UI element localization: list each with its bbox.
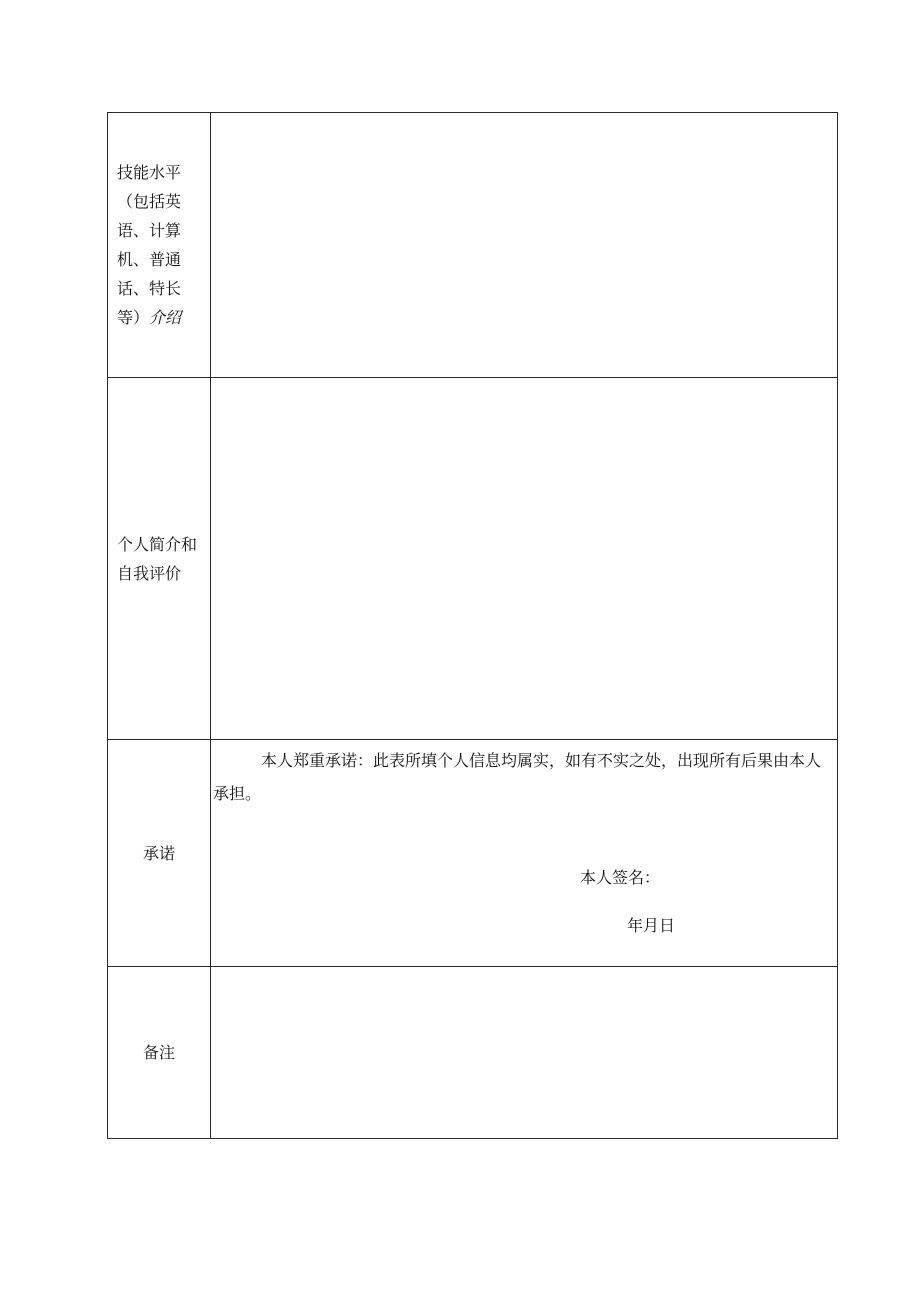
skills-label [117,158,201,332]
skills-label-cell [108,113,211,378]
signature-label: 本人签名： [580,868,661,887]
remarks-label-cell [108,967,211,1139]
remarks-input-cell[interactable] [211,967,838,1139]
profile-input-cell[interactable] [211,378,838,740]
skills-label-italic: 介绍 [149,308,182,327]
remarks-row [108,967,838,1139]
promise-statement: 本人郑重承诺：此表所填个人信息均属实，如有不实之处，出现所有后果由本人承担。 [213,751,822,803]
profile-label-cell [108,378,211,740]
promise-row [108,740,838,967]
profile-label: 个人简介和自我评价 [117,534,198,583]
promise-content-cell [211,740,838,967]
profile-row [108,378,838,740]
promise-label: 承诺 [142,843,175,863]
application-form-table [107,112,838,1139]
skills-row [108,113,838,378]
skills-label-main: 技能水平（包括英语、计算机、普通话、特长等） [117,163,182,327]
skills-input-cell[interactable] [211,113,838,378]
remarks-label: 备注 [142,1043,175,1062]
date-label: 年月日 [627,916,676,935]
promise-label-cell [108,740,211,967]
